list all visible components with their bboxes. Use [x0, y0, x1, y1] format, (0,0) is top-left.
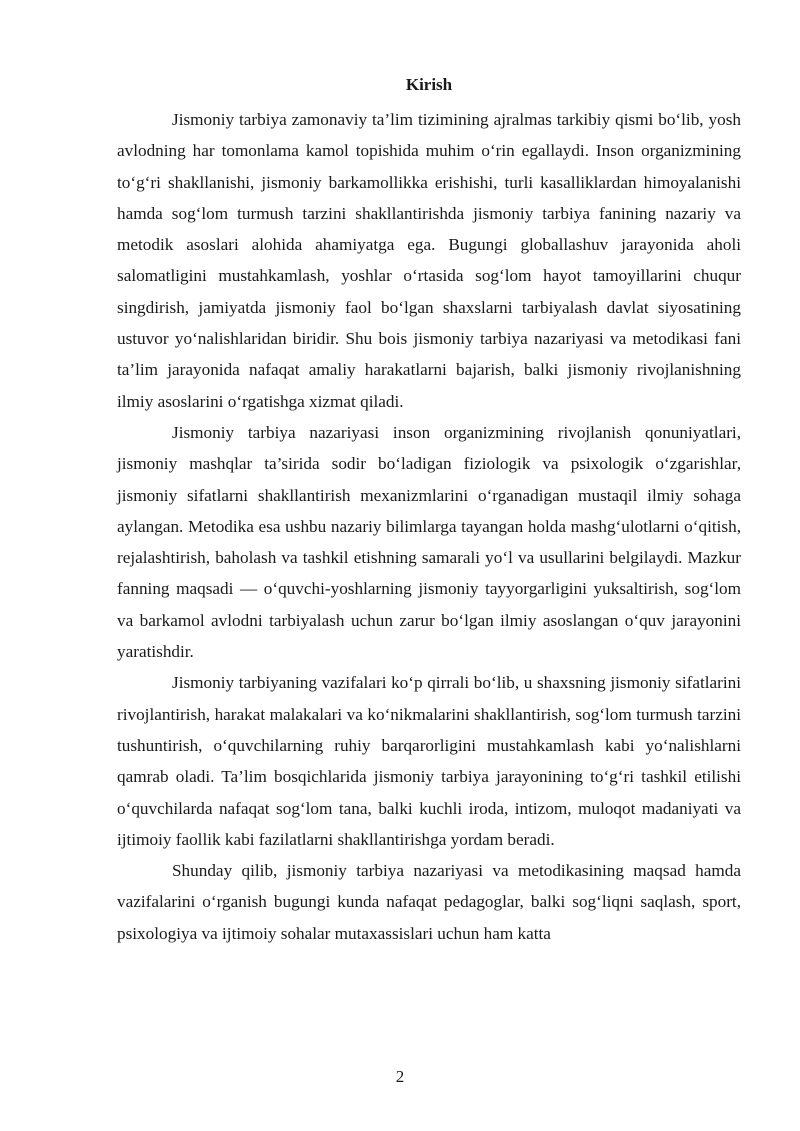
page-number: 2 [395, 1067, 405, 1086]
paragraph-intro: Jismoniy tarbiya zamonaviy ta’lim tizimining ajralmas tarkibiy qismi bo‘lib, yosh avlodning har tomonlama kamol topishida muhim o‘rin egallaydi. Inson organizmining to‘g‘ri shakllanishi, jismoniy barkamollikka erishishi, turli kasalliklardan himoyalanishi hamda sog‘lom turmush tarzini shakllantirishda jismoniy tarbiya fanining nazariy va metodik asoslari alohida ahamiyatga ega. Bugungi globallashuv jarayonida aholi salomatligini mustahkamlash, yoshlar o‘rtasida sog‘lom hayot tamoyillarini chuqur singdirish, jamiyatda jismoniy faol bo‘lgan shaxslarni tarbiyalash davlat siyosatining ustuvor yo‘nalishlaridan biridir. Shu bois jismoniy tarbiya nazariyasi va metodikasi fani ta’lim jarayonida nafaqat amaliy harakatlarni bajarish, balki jismoniy rivojlanishning ilmiy asoslarini o‘rgatishga xizmat qiladi. [117, 110, 741, 411]
paragraph-theory: Jismoniy tarbiya nazariyasi inson organizmining rivojlanish qonuniyatlari, jismoniy mashqlar ta’sirida sodir bo‘ladigan fiziologik va psixologik o‘zgarishlar, jismoniy sifatlarni shakllantirish mexanizmlarini o‘rganadigan mustaqil ilmiy sohaga aylangan. Metodika esa ushbu nazariy bilimlarga tayangan holda mashg‘ulotlarni o‘qitish, rejalashtirish, baholash va tashkil etishning samarali yo‘l va usullarini belgilaydi. Mazkur fanning maqsadi — o‘quvchi-yoshlarning jismoniy tayyorgarligini yuksaltirish, sog‘lom va barkamol avlodni tarbiyalash uchun zarur bo‘lgan ilmiy asoslangan o‘quv jarayonini yaratishdir. [117, 422, 741, 662]
section-title: Kirish [405, 75, 453, 94]
paragraph-tasks: Jismoniy tarbiyaning vazifalari ko‘p qirrali bo‘lib, u shaxsning jismoniy sifatlarini rivojlantirish, harakat malakalari va ko‘nikmalarini shakllantirish, sog‘lom turmush tarzini tushuntirish, o‘quvchilarning ruhiy barqarorligini mustahkamlash kabi yo‘nalishlarni qamrab oladi. Ta’lim bosqichlarida jismoniy tarbiya jarayonining to‘g‘ri tashkil etilishi o‘quvchilarda nafaqat sog‘lom tana, balki kuchli iroda, intizom, muloqot madaniyati va ijtimoiy faollik kabi fazilatlarni shakllantirishga yordam beradi. [117, 673, 741, 849]
document-page [117, 72, 741, 949]
paragraph-conclusion: Shunday qilib, jismoniy tarbiya nazariyasi va metodikasining maqsad hamda vazifalarini o‘rganish bugungi kunda nafaqat pedagoglar, balki sog‘liqni saqlash, sport, psixologiya va ijtimoiy sohalar mutaxassislari uchun ham katta [117, 861, 741, 943]
